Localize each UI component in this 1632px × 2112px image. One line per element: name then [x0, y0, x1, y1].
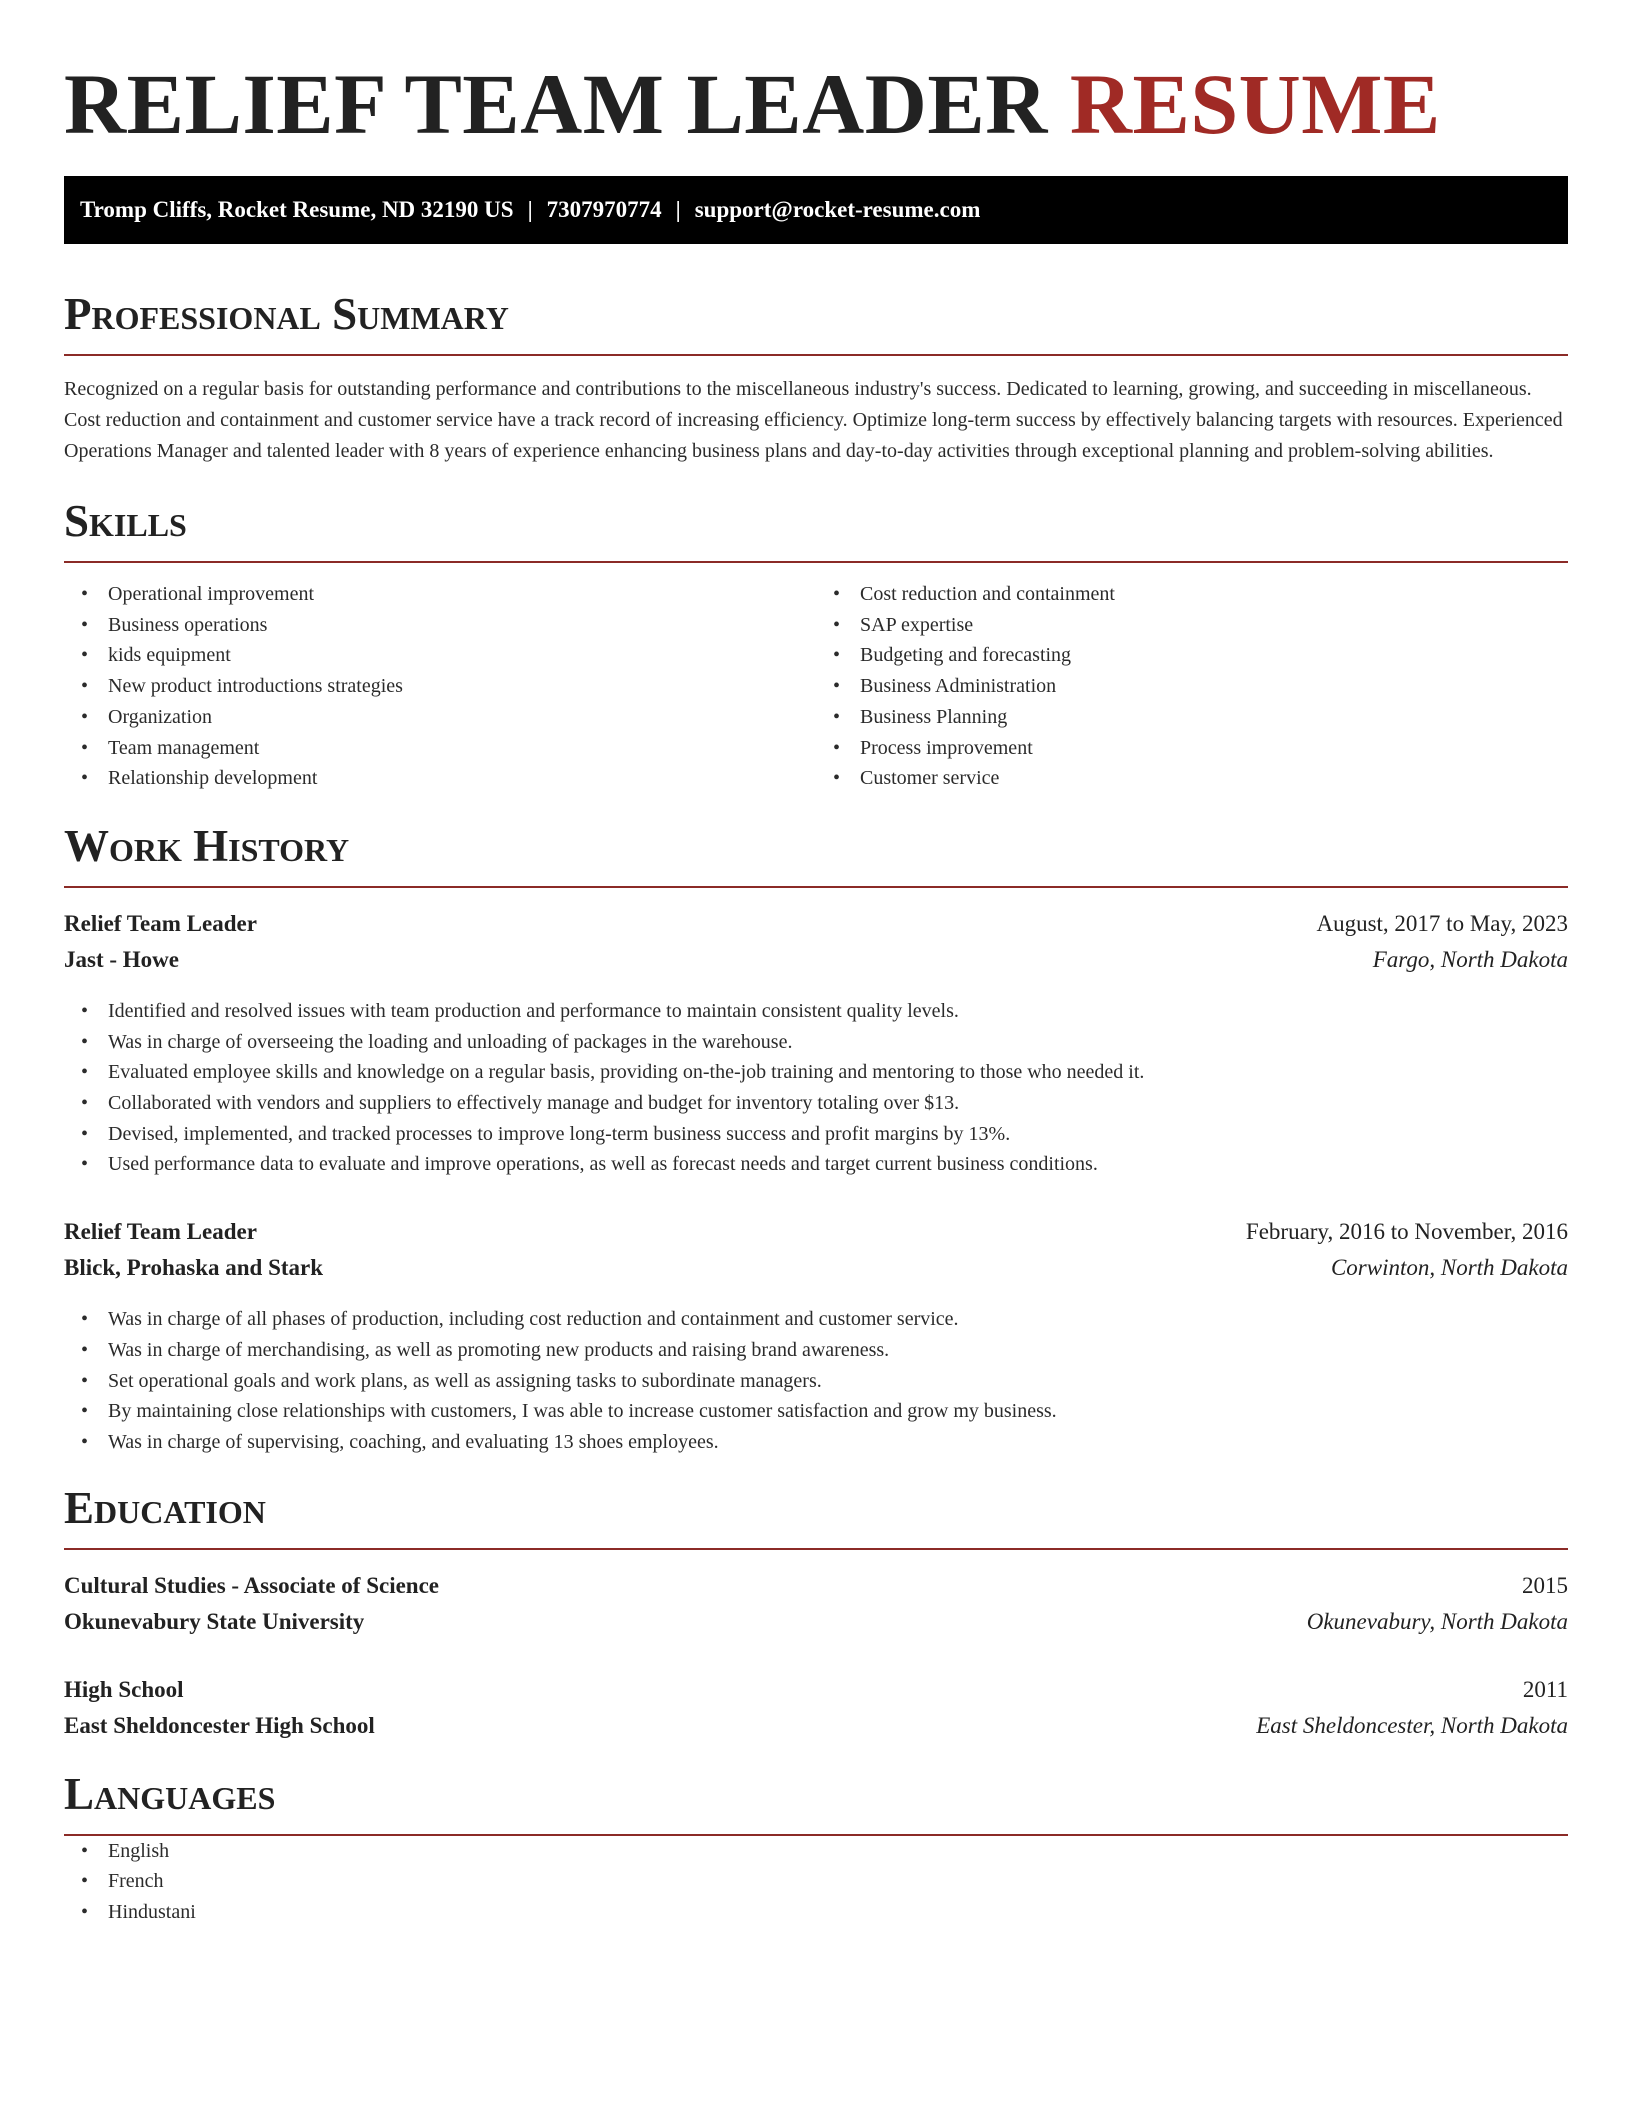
section-heading-languages: Languages — [64, 1768, 1568, 1836]
skill-item: • Budgeting and forecasting — [816, 640, 1568, 671]
section-heading-summary: Professional Summary — [64, 288, 1568, 356]
education-school-row — [64, 1708, 1568, 1744]
job-dates: February, 2016 to November, 2016 — [1245, 1219, 1568, 1245]
job-bullets — [64, 996, 1568, 1180]
job-bullet: • Collaborated with vendors and suppliers to effectively manage and budget for inventory totaling over $13. — [64, 1088, 1568, 1119]
language-item: • English — [64, 1836, 1568, 1867]
job-title: Relief Team Leader — [64, 910, 257, 936]
skill-item: • Organization — [64, 702, 816, 733]
job-title: Relief Team Leader — [64, 1219, 257, 1245]
skill-item: • kids equipment — [64, 640, 816, 671]
education-location: East Sheldoncester, North Dakota — [1256, 1712, 1568, 1738]
skills-column-right — [816, 579, 1568, 794]
section-heading-skills: Skills — [64, 495, 1568, 563]
contact-address: Tromp Cliffs, Rocket Resume, ND 32190 US — [80, 197, 514, 222]
job-company-row — [64, 942, 1568, 978]
job-bullet: • Was in charge of all phases of production, including cost reduction and containment and customer service. — [64, 1304, 1568, 1335]
education-entry — [64, 1568, 1568, 1640]
skill-item: • Business operations — [64, 610, 816, 641]
job-bullet: • Evaluated employee skills and knowledge on a regular basis, providing on-the-job training and mentoring to those who needed it. — [64, 1057, 1568, 1088]
job-bullet: • Set operational goals and work plans, as well as assigning tasks to subordinate managers. — [64, 1366, 1568, 1397]
skills-list-right — [816, 579, 1568, 794]
languages-list — [64, 1836, 1568, 1928]
section-heading-education: Education — [64, 1482, 1568, 1550]
education-degree: Cultural Studies - Associate of Science — [64, 1572, 440, 1598]
education-degree-row — [64, 1568, 1568, 1604]
education-school: Okunevabury State University — [64, 1608, 365, 1634]
skill-item: • Process improvement — [816, 733, 1568, 764]
contact-email: support@rocket-resume.com — [694, 197, 981, 222]
job-bullet: • Identified and resolved issues with team production and performance to maintain consistent quality levels. — [64, 996, 1568, 1027]
skill-item: • Business Planning — [816, 702, 1568, 733]
skill-item: • Relationship development — [64, 763, 816, 794]
skill-item: • SAP expertise — [816, 610, 1568, 641]
job-dates: August, 2017 to May, 2023 — [1316, 910, 1568, 936]
section-heading-work-history: Work History — [64, 820, 1568, 888]
language-item: • French — [64, 1866, 1568, 1897]
contact-separator: | — [527, 197, 533, 222]
job-location: Corwinton, North Dakota — [1330, 1255, 1568, 1281]
contact-phone: 7307970774 — [546, 197, 662, 222]
summary-text: Recognized on a regular basis for outstanding performance and contributions to the miscellaneous industry's success. Dedicated to learning, growing, and succeeding in miscellaneous. Cost reduction and containment and customer service have a track record of increasing efficiency. Optimize long-term success by effectively balancing targets with resources. Experienced Operations Manager and talented leader with 8 years of experience enhancing business plans and day-to-day activities through exceptional planning and problem-solving abilities. — [64, 378, 1563, 462]
page-title — [64, 0, 1568, 152]
skill-item: • Cost reduction and containment — [816, 579, 1568, 610]
education-entry — [64, 1672, 1568, 1744]
job-location: Fargo, North Dakota — [1372, 946, 1568, 972]
job-entry — [64, 906, 1568, 1180]
education-location: Okunevabury, North Dakota — [1306, 1608, 1568, 1634]
job-company: Jast - Howe — [64, 946, 179, 972]
contact-bar — [64, 176, 1568, 244]
job-header-row — [64, 906, 1568, 942]
skills-grid — [64, 579, 1568, 794]
language-item: • Hindustani — [64, 1897, 1568, 1928]
education-degree-row — [64, 1672, 1568, 1708]
skill-item: • Business Administration — [816, 671, 1568, 702]
job-bullets — [64, 1304, 1568, 1458]
job-header-row — [64, 1214, 1568, 1250]
job-company-row — [64, 1250, 1568, 1286]
skills-column-left — [64, 579, 816, 794]
skill-item: • New product introductions strategies — [64, 671, 816, 702]
skill-item: • Customer service — [816, 763, 1568, 794]
education-degree: High School — [64, 1676, 184, 1702]
education-year: 2015 — [1522, 1572, 1568, 1598]
job-bullet: • By maintaining close relationships with customers, I was able to increase customer satisfaction and grow my business. — [64, 1396, 1568, 1427]
job-bullet: • Was in charge of supervising, coaching, and evaluating 13 shoes employees. — [64, 1427, 1568, 1458]
job-bullet: • Was in charge of overseeing the loading and unloading of packages in the warehouse. — [64, 1027, 1568, 1058]
skill-item: • Team management — [64, 733, 816, 764]
education-year: 2011 — [1522, 1676, 1568, 1702]
job-company: Blick, Prohaska and Stark — [64, 1255, 324, 1281]
title-main: RELIEF TEAM LEADER — [64, 56, 1048, 152]
job-entry — [64, 1214, 1568, 1458]
title-accent: RESUME — [1069, 56, 1441, 152]
contact-separator: | — [675, 197, 681, 222]
job-bullet: • Used performance data to evaluate and improve operations, as well as forecast needs and target current business conditions. — [64, 1149, 1568, 1180]
job-bullet: • Was in charge of merchandising, as well as promoting new products and raising brand awareness. — [64, 1335, 1568, 1366]
skill-item: • Operational improvement — [64, 579, 816, 610]
job-bullet: • Devised, implemented, and tracked processes to improve long-term business success and profit margins by 13%. — [64, 1119, 1568, 1150]
education-school-row — [64, 1604, 1568, 1640]
skills-list-left — [64, 579, 816, 794]
education-school: East Sheldoncester High School — [64, 1712, 375, 1738]
